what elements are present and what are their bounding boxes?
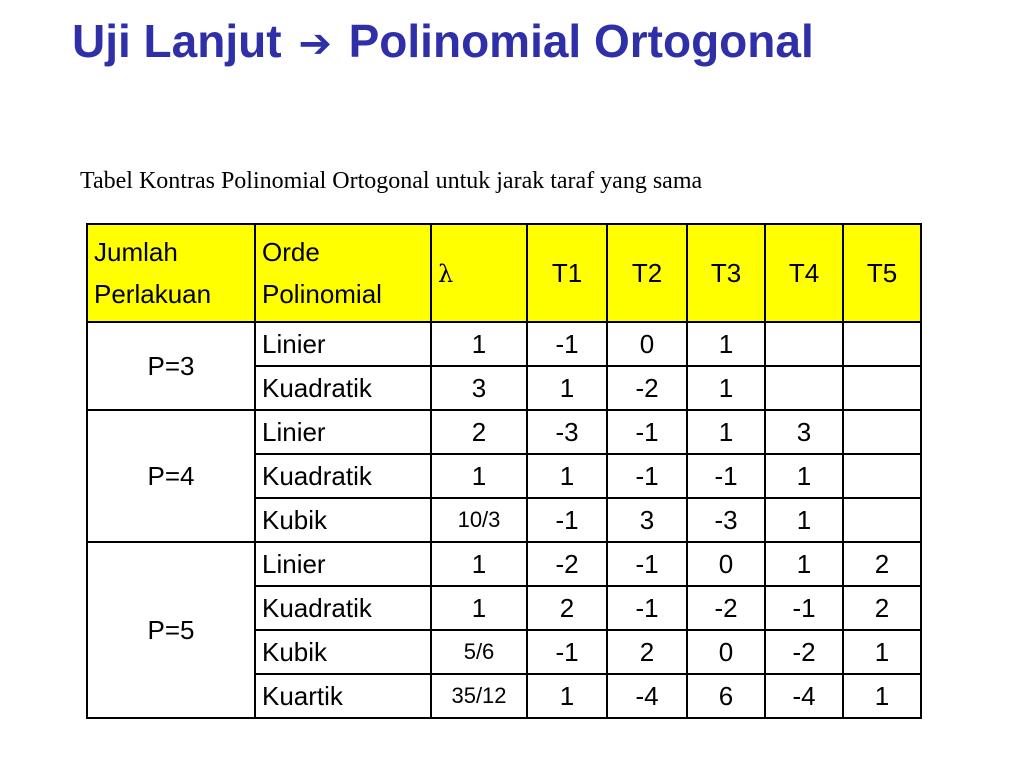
coefficient-cell-t3: 6 xyxy=(687,674,765,718)
header-t5: T5 xyxy=(843,224,921,322)
header-row xyxy=(87,224,921,322)
lambda-cell: 1 xyxy=(431,586,527,630)
table-row xyxy=(87,410,921,454)
coefficient-cell-t2: -2 xyxy=(607,366,687,410)
lambda-cell: 2 xyxy=(431,410,527,454)
coefficient-cell-t1: -1 xyxy=(527,498,607,542)
group-label: P=5 xyxy=(87,542,255,718)
coefficient-cell-t2: -1 xyxy=(607,410,687,454)
orde-cell: Kubik xyxy=(255,498,431,542)
coefficient-cell-t1: 1 xyxy=(527,674,607,718)
header-orde-polinomial: Orde Polinomial xyxy=(255,224,431,322)
slide-title xyxy=(72,8,972,78)
coefficient-cell-t3: 1 xyxy=(687,410,765,454)
coefficient-cell-t4: -4 xyxy=(765,674,843,718)
coefficient-cell-t5: 1 xyxy=(843,674,921,718)
coefficient-cell-t2: 3 xyxy=(607,498,687,542)
orde-cell: Linier xyxy=(255,322,431,366)
coefficient-cell-t3: 0 xyxy=(687,542,765,586)
group-label: P=4 xyxy=(87,410,255,542)
header-jumlah-perlakuan: Jumlah Perlakuan xyxy=(87,224,255,322)
contrast-table xyxy=(86,223,922,719)
header-t2: T2 xyxy=(607,224,687,322)
coefficient-cell-t2: -4 xyxy=(607,674,687,718)
coefficient-cell-t4: 1 xyxy=(765,498,843,542)
coefficient-cell-t2: 2 xyxy=(607,630,687,674)
orde-cell: Kuadratik xyxy=(255,366,431,410)
coefficient-cell-t3: -3 xyxy=(687,498,765,542)
header-t3: T3 xyxy=(687,224,765,322)
coefficient-cell-t1: -2 xyxy=(527,542,607,586)
coefficient-cell-t4: 1 xyxy=(765,542,843,586)
coefficient-cell-t1: 1 xyxy=(527,454,607,498)
coefficient-cell-t1: -3 xyxy=(527,410,607,454)
coefficient-cell-t3: 0 xyxy=(687,630,765,674)
lambda-cell: 1 xyxy=(431,322,527,366)
table-body xyxy=(87,322,921,718)
title-part-2: Polinomial Ortogonal xyxy=(348,15,814,67)
orde-cell: Linier xyxy=(255,410,431,454)
orde-cell: Kuartik xyxy=(255,674,431,718)
coefficient-cell-t1: -1 xyxy=(527,322,607,366)
orde-cell: Linier xyxy=(255,542,431,586)
coefficient-cell-t4: 3 xyxy=(765,410,843,454)
orde-cell: Kubik xyxy=(255,630,431,674)
lambda-cell: 10/3 xyxy=(431,498,527,542)
lambda-symbol: λ xyxy=(438,259,454,288)
coefficient-cell-t3: 1 xyxy=(687,366,765,410)
coefficient-cell-t5: 1 xyxy=(843,630,921,674)
table-caption: Tabel Kontras Polinomial Ortogonal untuk jarak taraf yang sama xyxy=(80,168,703,194)
header-t1: T1 xyxy=(527,224,607,322)
coefficient-cell-t5 xyxy=(843,498,921,542)
orde-cell: Kuadratik xyxy=(255,454,431,498)
coefficient-cell-t2: -1 xyxy=(607,586,687,630)
coefficient-cell-t1: -1 xyxy=(527,630,607,674)
lambda-cell: 35/12 xyxy=(431,674,527,718)
coefficient-cell-t2: 0 xyxy=(607,322,687,366)
lambda-cell: 1 xyxy=(431,454,527,498)
header-t4: T4 xyxy=(765,224,843,322)
coefficient-cell-t5 xyxy=(843,454,921,498)
coefficient-cell-t1: 1 xyxy=(527,366,607,410)
coefficient-cell-t2: -1 xyxy=(607,454,687,498)
table-row xyxy=(87,542,921,586)
lambda-cell: 5/6 xyxy=(431,630,527,674)
coefficient-cell-t1: 2 xyxy=(527,586,607,630)
header-lambda xyxy=(431,224,527,322)
orde-cell: Kuadratik xyxy=(255,586,431,630)
coefficient-cell-t4: 1 xyxy=(765,454,843,498)
coefficient-cell-t4 xyxy=(765,322,843,366)
coefficient-cell-t4: -2 xyxy=(765,630,843,674)
coefficient-cell-t3: 1 xyxy=(687,322,765,366)
coefficient-cell-t5 xyxy=(843,366,921,410)
coefficient-cell-t5: 2 xyxy=(843,586,921,630)
coefficient-cell-t5 xyxy=(843,410,921,454)
coefficient-cell-t5: 2 xyxy=(843,542,921,586)
coefficient-cell-t4: -1 xyxy=(765,586,843,630)
lambda-cell: 3 xyxy=(431,366,527,410)
coefficient-cell-t4 xyxy=(765,366,843,410)
group-label: P=3 xyxy=(87,322,255,410)
table-row xyxy=(87,322,921,366)
coefficient-cell-t5 xyxy=(843,322,921,366)
right-arrow-icon: ➔ xyxy=(298,21,332,67)
lambda-cell: 1 xyxy=(431,542,527,586)
coefficient-cell-t2: -1 xyxy=(607,542,687,586)
title-part-1: Uji Lanjut xyxy=(72,15,282,67)
coefficient-cell-t3: -2 xyxy=(687,586,765,630)
coefficient-cell-t3: -1 xyxy=(687,454,765,498)
